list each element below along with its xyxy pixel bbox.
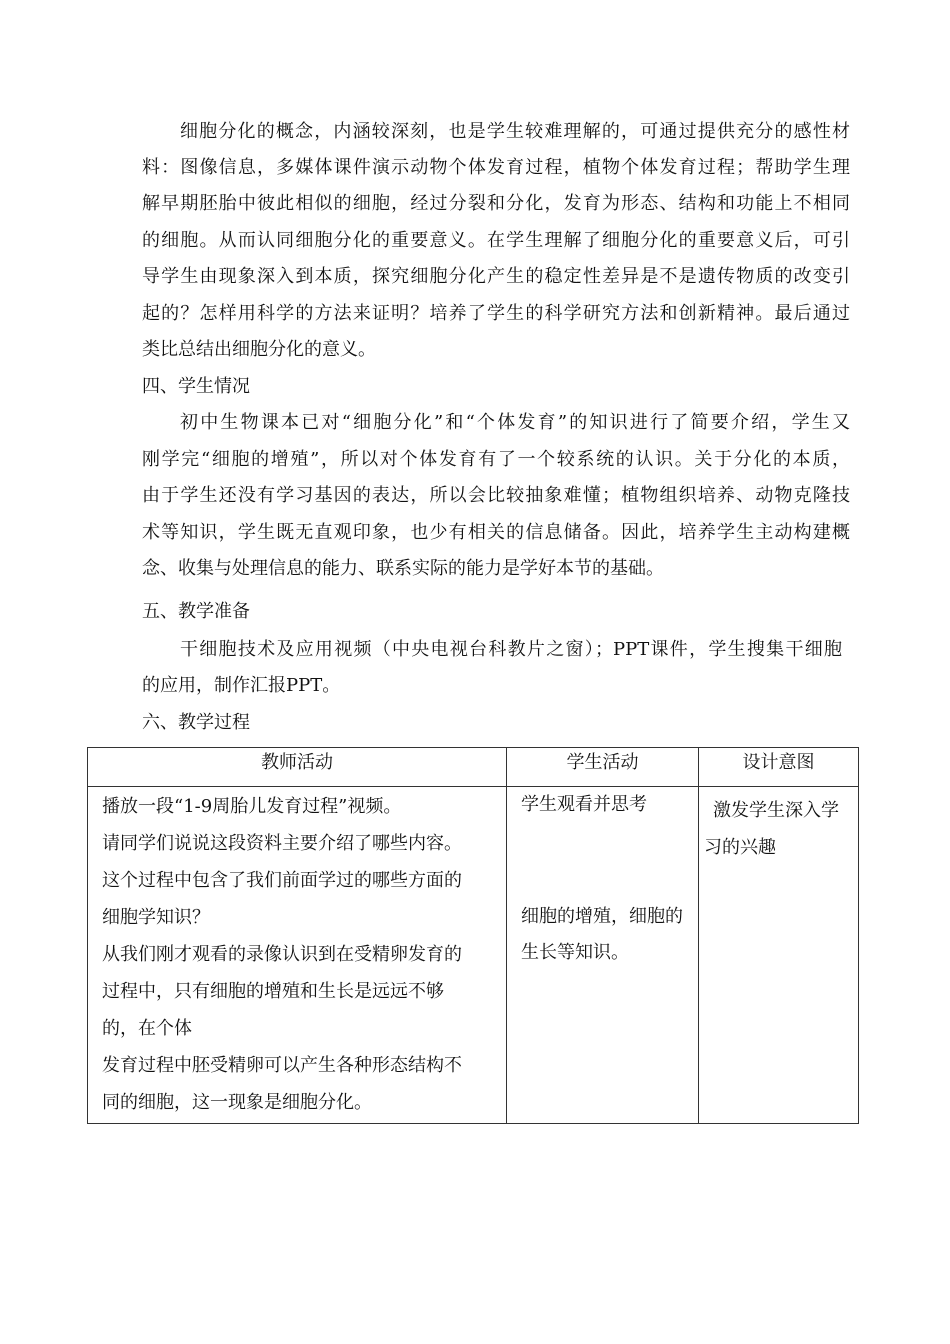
- section4-line-3: 由于学生还没有学习基因的表达，所以会比较抽象难懂；植物组织培养、动物克隆技: [142, 485, 850, 506]
- header-teacher-activity: 教师活动: [88, 748, 507, 787]
- teacher-line-5: 从我们刚才观看的录像认识到在受精卵发育的: [102, 944, 462, 965]
- section4-heading: 四、学生情况: [142, 376, 250, 397]
- section4-line-4: 术等知识，学生既无直观印象，也少有相关的信息储备。因此，培养学生主动构建概: [142, 522, 850, 543]
- intro-line-3: 解早期胚胎中彼此相似的细胞，经过分裂和分化，发育为形态、结构和功能上不相同: [142, 193, 850, 214]
- section5-line-1: 干细胞技术及应用视频（中央电视台科教片之窗）；PPT课件，学生搜集干细胞: [180, 639, 842, 660]
- design-intent-cell: [699, 787, 859, 1124]
- teacher-line-3: 这个过程中包含了我们前面学过的哪些方面的: [102, 870, 462, 891]
- teacher-line-9: 同的细胞，这一现象是细胞分化。: [102, 1092, 372, 1113]
- teaching-process-table: [87, 747, 859, 1124]
- intent-line-1: 激发学生深入学: [713, 800, 839, 821]
- teacher-line-7: 的，在个体: [102, 1018, 192, 1039]
- section4-line-5: 念、收集与处理信息的能力、联系实际的能力是学好本节的基础。: [142, 558, 664, 579]
- student-activity-cell: [507, 787, 699, 1124]
- section4-line-1: 初中生物课本已对“细胞分化”和“个体发育”的知识进行了简要介绍，学生又: [180, 412, 850, 433]
- student-line-3: 生长等知识。: [521, 942, 629, 963]
- student-line-2: 细胞的增殖，细胞的: [521, 906, 683, 927]
- intro-line-5: 导学生由现象深入到本质，探究细胞分化产生的稳定性差异是不是遗传物质的改变引: [142, 266, 850, 287]
- student-line-1: 学生观看并思考: [521, 794, 647, 815]
- intro-line-6: 起的？怎样用科学的方法来证明？培养了学生的科学研究方法和创新精神。最后通过: [142, 303, 850, 324]
- teacher-line-8: 发育过程中胚受精卵可以产生各种形态结构不: [102, 1055, 462, 1076]
- header-design-intent: 设计意图: [699, 748, 859, 787]
- section5-heading: 五、教学准备: [142, 601, 250, 622]
- intro-line-4: 的细胞。从而认同细胞分化的重要意义。在学生理解了细胞分化的重要意义后，可引: [142, 230, 850, 251]
- table-header-row: [88, 748, 859, 787]
- teacher-line-4: 细胞学知识？: [102, 907, 210, 928]
- table-row: [88, 787, 859, 1124]
- intro-line-1: 细胞分化的概念，内涵较深刻，也是学生较难理解的，可通过提供充分的感性材: [180, 121, 850, 142]
- teacher-line-2: 请同学们说说这段资料主要介绍了哪些内容。: [102, 833, 462, 854]
- teacher-line-6: 过程中，只有细胞的增殖和生长是远远不够: [102, 981, 444, 1002]
- intro-line-7: 类比总结出细胞分化的意义。: [142, 339, 376, 360]
- teacher-line-1: 播放一段“1-9周胎儿发育过程”视频。: [102, 796, 402, 817]
- teacher-activity-cell: [88, 787, 507, 1124]
- intro-line-2: 料：图像信息，多媒体课件演示动物个体发育过程，植物个体发育过程；帮助学生理: [142, 157, 850, 178]
- section5-line-2: 的应用，制作汇报PPT。: [142, 675, 341, 696]
- section6-heading: 六、教学过程: [142, 712, 250, 733]
- header-student-activity: 学生活动: [507, 748, 699, 787]
- section4-line-2: 刚学完“细胞的增殖”，所以对个体发育有了一个较系统的认识。关于分化的本质，: [142, 449, 850, 470]
- intent-line-2: 习的兴趣: [704, 837, 776, 858]
